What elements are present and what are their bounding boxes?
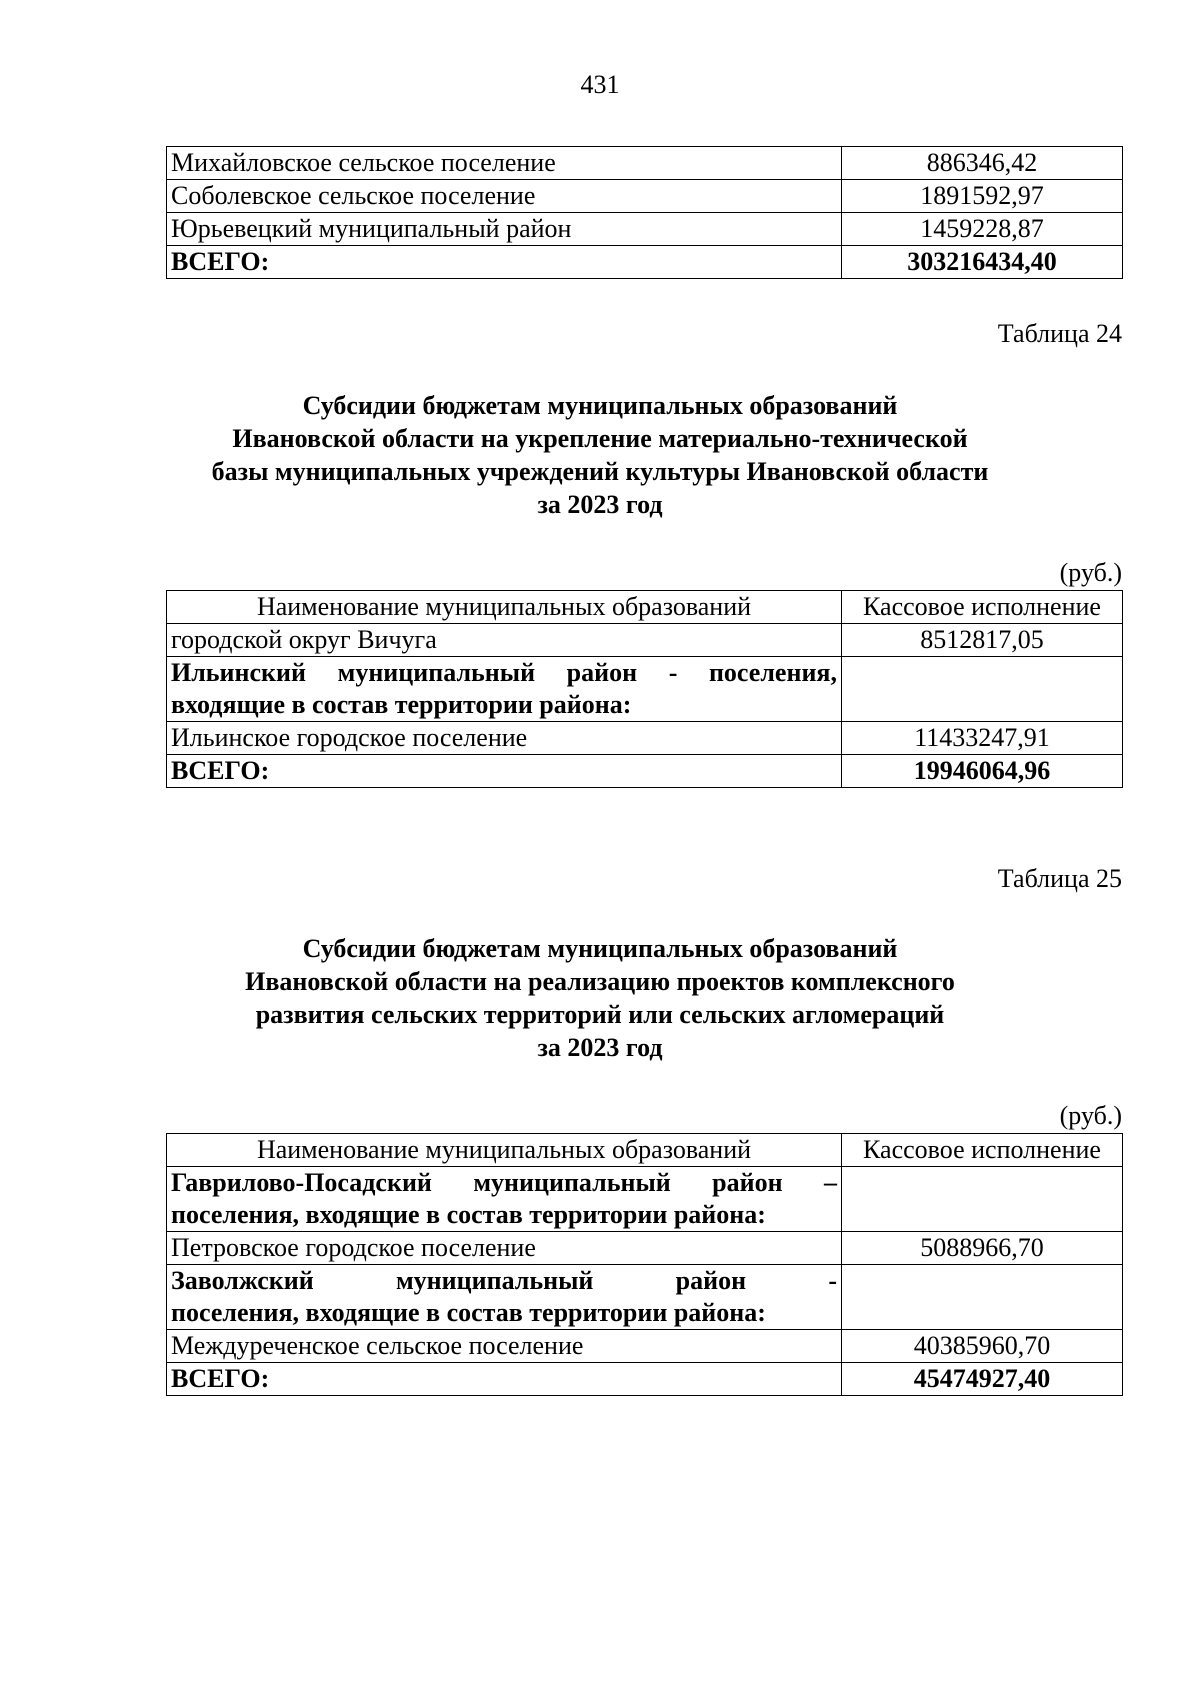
page-number: 431 [580,70,620,99]
table-row [167,147,1123,180]
table25 [166,1133,1123,1396]
title-line: Субсидии бюджетам муниципальных образований [302,391,898,420]
row-value: 886346,42 [842,147,1123,180]
row-value: 8512817,05 [842,624,1123,657]
table-row [167,1232,1123,1265]
header-value: Кассовое исполнение [842,591,1123,624]
title-line: Субсидии бюджетам муниципальных образований [302,934,898,963]
row-name: Петровское городское поселение [167,1232,842,1265]
table-row [167,180,1123,213]
title-line: Ивановской области на реализацию проектов комплексного [245,967,955,996]
row-value: 11433247,91 [842,722,1123,755]
header-row [167,1134,1123,1167]
row-value: 5088966,70 [842,1232,1123,1265]
title-line: Ивановской области на укрепление материально-технической [232,424,968,453]
total-row [167,246,1123,279]
title-line: за 2023 год [537,1033,663,1062]
group-row [167,1265,1123,1330]
total-row [167,755,1123,788]
row-name: Соболевское сельское поселение [167,180,842,213]
group-name: Ильинский муниципальный район - поселения, входящие в состав территории района: [167,657,842,722]
row-value: 1891592,97 [842,180,1123,213]
group-name-line: Заволжский муниципальный район - [171,1266,837,1295]
row-name: городской округ Вичуга [167,624,842,657]
previous-table [166,146,1123,279]
row-name: Междуреченское сельское поселение [167,1330,842,1363]
table24-title [0,389,1200,521]
title-line: за 2023 год [537,490,663,519]
total-value: 45474927,40 [842,1363,1123,1396]
row-value [842,1265,1123,1330]
table-row [167,213,1123,246]
table25-unit: (руб.) [1059,1101,1122,1130]
table24-label: Таблица 24 [997,319,1122,348]
title-line: базы муниципальных учреждений культуры Ивановской области [211,457,989,486]
table-row [167,624,1123,657]
table-row [167,722,1123,755]
row-name: Михайловское сельское поселение [167,147,842,180]
table25-label: Таблица 25 [997,864,1122,893]
table-row [167,1330,1123,1363]
header-name: Наименование муниципальных образований [167,591,842,624]
total-row [167,1363,1123,1396]
row-value [842,657,1123,722]
header-name: Наименование муниципальных образований [167,1134,842,1167]
group-name [167,1265,842,1330]
row-value [842,1167,1123,1232]
header-value: Кассовое исполнение [842,1134,1123,1167]
group-row [167,657,1123,722]
group-name-line: поселения, входящие в состав территории района: [171,1298,766,1327]
row-name: Ильинское городское поселение [167,722,842,755]
total-value: 19946064,96 [842,755,1123,788]
group-row [167,1167,1123,1232]
title-line: развития сельских территорий или сельских агломераций [255,1000,945,1029]
total-label: ВСЕГО: [167,755,842,788]
table24 [166,590,1123,788]
total-label: ВСЕГО: [167,246,842,279]
table24-unit: (руб.) [1059,558,1122,587]
row-value: 40385960,70 [842,1330,1123,1363]
row-name: Юрьевецкий муниципальный район [167,213,842,246]
header-row [167,591,1123,624]
group-name: Гаврилово-Посадский муниципальный район – поселения, входящие в состав территории района: [167,1167,842,1232]
table25-title [0,932,1200,1064]
total-label: ВСЕГО: [167,1363,842,1396]
row-value: 1459228,87 [842,213,1123,246]
total-value: 303216434,40 [842,246,1123,279]
